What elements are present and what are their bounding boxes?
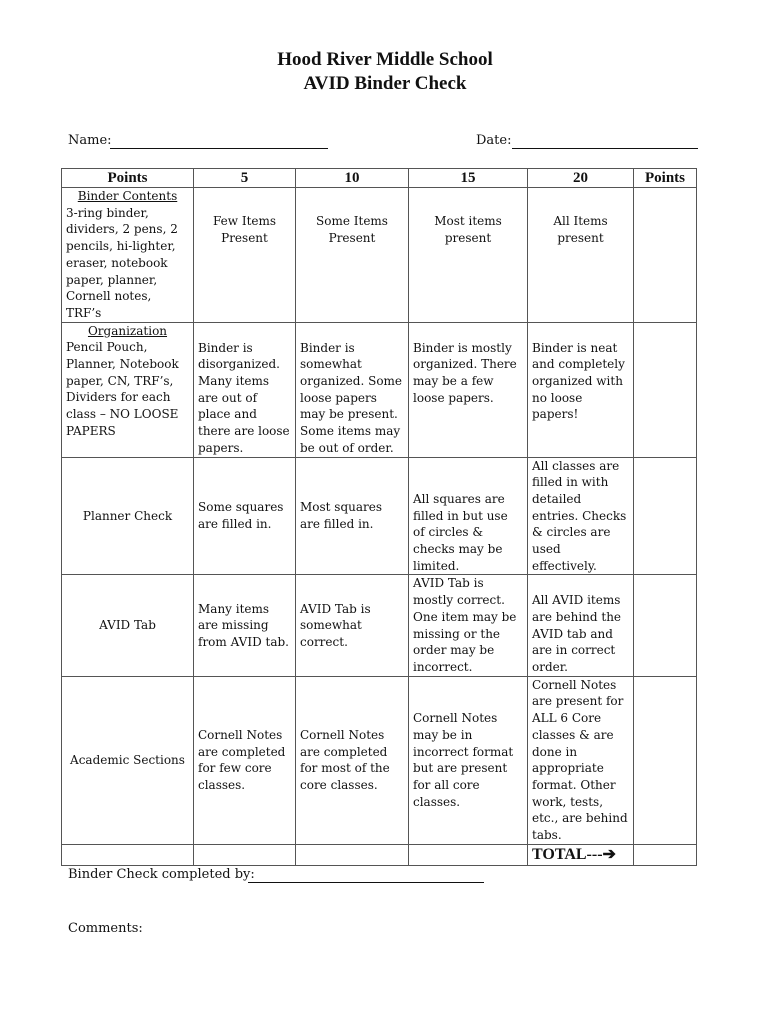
points-cell[interactable] — [634, 322, 697, 457]
date-field[interactable] — [512, 148, 698, 149]
points-cell[interactable] — [634, 457, 697, 575]
table-row — [62, 575, 697, 676]
cell-20: Cornell Notes are present for ALL 6 Core classes & are done in appropriate format. Other work, tests, etc., are behind tabs. — [528, 676, 634, 844]
cell-15: Most items present — [409, 188, 528, 323]
name-field[interactable] — [110, 148, 328, 149]
points-cell[interactable] — [634, 575, 697, 676]
points-cell[interactable] — [634, 188, 697, 323]
row-description: Pencil Pouch, Planner, Notebook paper, CN, TRF’s, Dividers for each class – NO LOOSE PAPERS — [66, 340, 179, 438]
name-label: Name: — [68, 133, 112, 148]
total-label: TOTAL---➔ — [532, 845, 616, 863]
empty-cell — [62, 844, 194, 865]
col-header-points: Points — [634, 169, 697, 188]
form-title: AVID Binder Check — [303, 73, 467, 94]
table-row — [62, 676, 697, 844]
row-title: Binder Contents — [77, 189, 178, 203]
cell-10: Some Items Present — [296, 188, 409, 323]
row-label-organization — [62, 322, 194, 457]
cell-10: AVID Tab is somewhat correct. — [296, 575, 409, 676]
empty-cell — [194, 844, 296, 865]
cell-10: Cornell Notes are completed for most of the core classes. — [296, 676, 409, 844]
row-label-avid-tab: AVID Tab — [62, 575, 194, 676]
date-label: Date: — [476, 133, 512, 148]
cell-15: Binder is mostly organized. There may be a few loose papers. — [409, 322, 528, 457]
comments-label: Comments: — [68, 921, 143, 936]
empty-cell — [296, 844, 409, 865]
row-title: Organization — [87, 323, 168, 338]
header-row — [62, 169, 697, 188]
cell-10: Most squares are filled in. — [296, 457, 409, 575]
completed-by-label: Binder Check completed by: — [68, 867, 255, 882]
cell-15: Cornell Notes may be in incorrect format but are present for all core classes. — [409, 676, 528, 844]
table-row — [62, 188, 697, 323]
rubric-table — [61, 168, 697, 866]
total-label-cell — [528, 844, 634, 865]
total-points-cell[interactable] — [634, 844, 697, 865]
cell-15: All squares are filled in but use of circles & checks may be limited. — [409, 457, 528, 575]
table-row — [62, 322, 697, 457]
col-header-15: 15 — [409, 169, 528, 188]
cell-15: AVID Tab is mostly correct. One item may be missing or the order may be incorrect. — [409, 575, 528, 676]
school-name: Hood River Middle School — [277, 49, 493, 70]
row-description: 3-ring binder, dividers, 2 pens, 2 pencils, hi-lighter, eraser, notebook paper, planner, Cornell notes, TRF’s — [66, 205, 178, 320]
cell-10: Binder is somewhat organized. Some loose papers may be present. Some items may be out of order. — [296, 322, 409, 457]
cell-5: Few Items Present — [194, 188, 296, 323]
empty-cell — [409, 844, 528, 865]
cell-5: Binder is disorganized. Many items are out of place and there are loose papers. — [194, 322, 296, 457]
col-header-5: 5 — [194, 169, 296, 188]
col-header-criteria: Points — [62, 169, 194, 188]
cell-20: All classes are filled in with detailed entries. Checks & circles are used effectively. — [528, 457, 634, 575]
col-header-10: 10 — [296, 169, 409, 188]
cell-20: Binder is neat and completely organized with no loose papers! — [528, 322, 634, 457]
completed-by-field[interactable] — [248, 882, 484, 883]
col-header-20: 20 — [528, 169, 634, 188]
cell-5: Cornell Notes are completed for few core classes. — [194, 676, 296, 844]
row-label-planner-check: Planner Check — [62, 457, 194, 575]
row-label-academic-sections: Academic Sections — [62, 676, 194, 844]
cell-5: Some squares are filled in. — [194, 457, 296, 575]
table-row — [62, 457, 697, 575]
cell-20: All Items present — [528, 188, 634, 323]
cell-20: All AVID items are behind the AVID tab and are in correct order. — [528, 575, 634, 676]
cell-5: Many items are missing from AVID tab. — [194, 575, 296, 676]
total-row — [62, 844, 697, 865]
row-label-binder-contents — [62, 188, 194, 323]
points-cell[interactable] — [634, 676, 697, 844]
